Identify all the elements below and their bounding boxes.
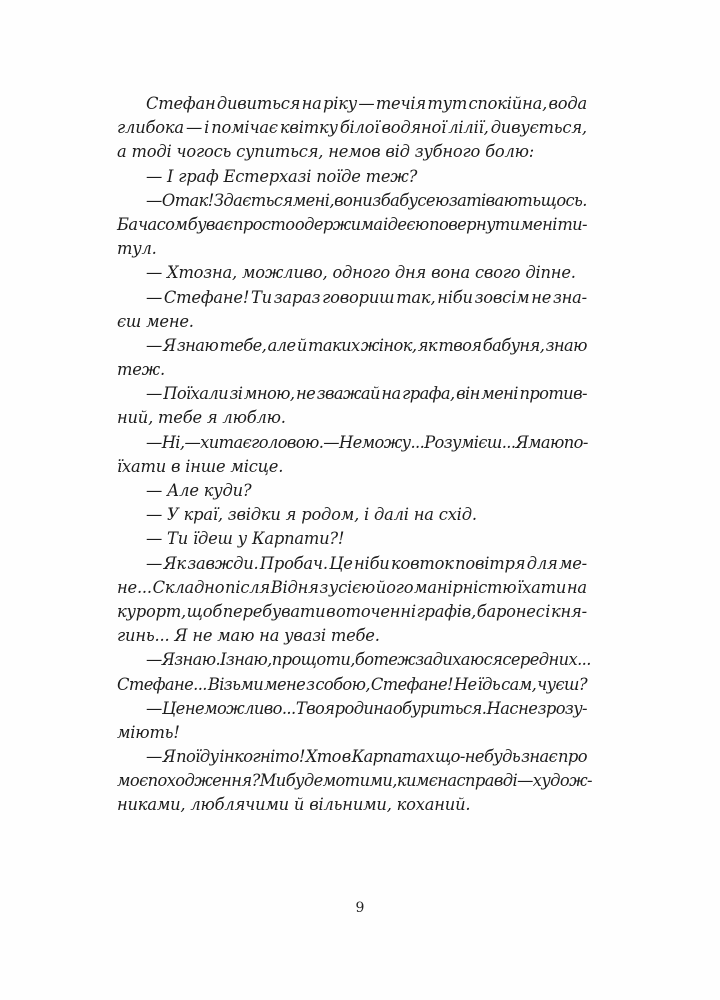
text-line: — Це неможливо... Твоя родина обуриться. Нас не зрозу- [146,698,587,718]
text-line: глибока — і помічає квітку білої водяної лілії, дивується, [117,118,587,138]
text-line: тул. [117,239,157,259]
page-number: 9 [355,900,365,916]
text-line: никами, люблячими й вільними, коханий. [117,795,471,815]
text-line: — Ні, — хитає головою. — Не можу... Розумієш... Я маю по- [146,432,588,452]
text-body [117,92,592,818]
text-line: ний, тебе я люблю. [117,408,286,428]
text-line: — Я знаю тебе, але й таких жінок, як твоя бабуня, знаю [146,335,587,355]
text-line: Стефан дивиться на ріку — течія тут спокійна, вода [146,94,587,113]
text-line: — Я поїду інкогніто! Хто в Карпатах що-небудь знає про [146,747,587,767]
text-line: а тоді чогось супиться, немов від зубного болю: [117,142,535,162]
text-line: міють! [117,722,180,742]
text-line: теж. [117,360,165,380]
text-line: єш мене. [117,311,194,331]
text-line: — Поїхали зі мною, не зважай на графа, він мені против- [146,384,587,404]
text-line: не... Складно після Відня з усією його манірністю їхати на [117,577,587,597]
text-line: їхати в інше місце. [117,456,284,476]
text-line: — У краї, звідки я родом, і далі на схід. [146,505,477,525]
text-line: — Я знаю. І знаю, про що ти, бо теж задихаюся серед них... [146,650,591,670]
text-line: Ба часом буває просто одержима ідеєю повернути мені ти- [117,214,587,234]
text-line: — Стефане! Ти зараз говориш так, ніби зовсім не зна- [146,287,587,307]
text-line: — Як завжди. Пробач. Це ніби ковток повітря для ме- [146,553,587,573]
text-line: — Але куди? [146,481,252,500]
text-line: — О так! Здається мені, вони з бабусею затівають щось. [146,190,587,210]
text-line: — І граф Естерхазі поїде теж? [146,166,418,186]
text-line: гинь... Я не маю на увазі тебе. [117,626,380,646]
text-line: моє походження? Ми будемо тими, ким є насправді — худож- [117,771,592,791]
text-line: Стефане... Візьми мене з собою, Стефане! Не їдь сам, чуєш? [117,674,587,694]
text-line: курорт, щоб перебувати в оточенні графів, баронес і кня- [117,601,587,621]
text-line: — Ти їдеш у Карпати?! [146,529,345,549]
text-line: — Хтозна, можливо, одного дня вона свого діпне. [146,263,576,283]
